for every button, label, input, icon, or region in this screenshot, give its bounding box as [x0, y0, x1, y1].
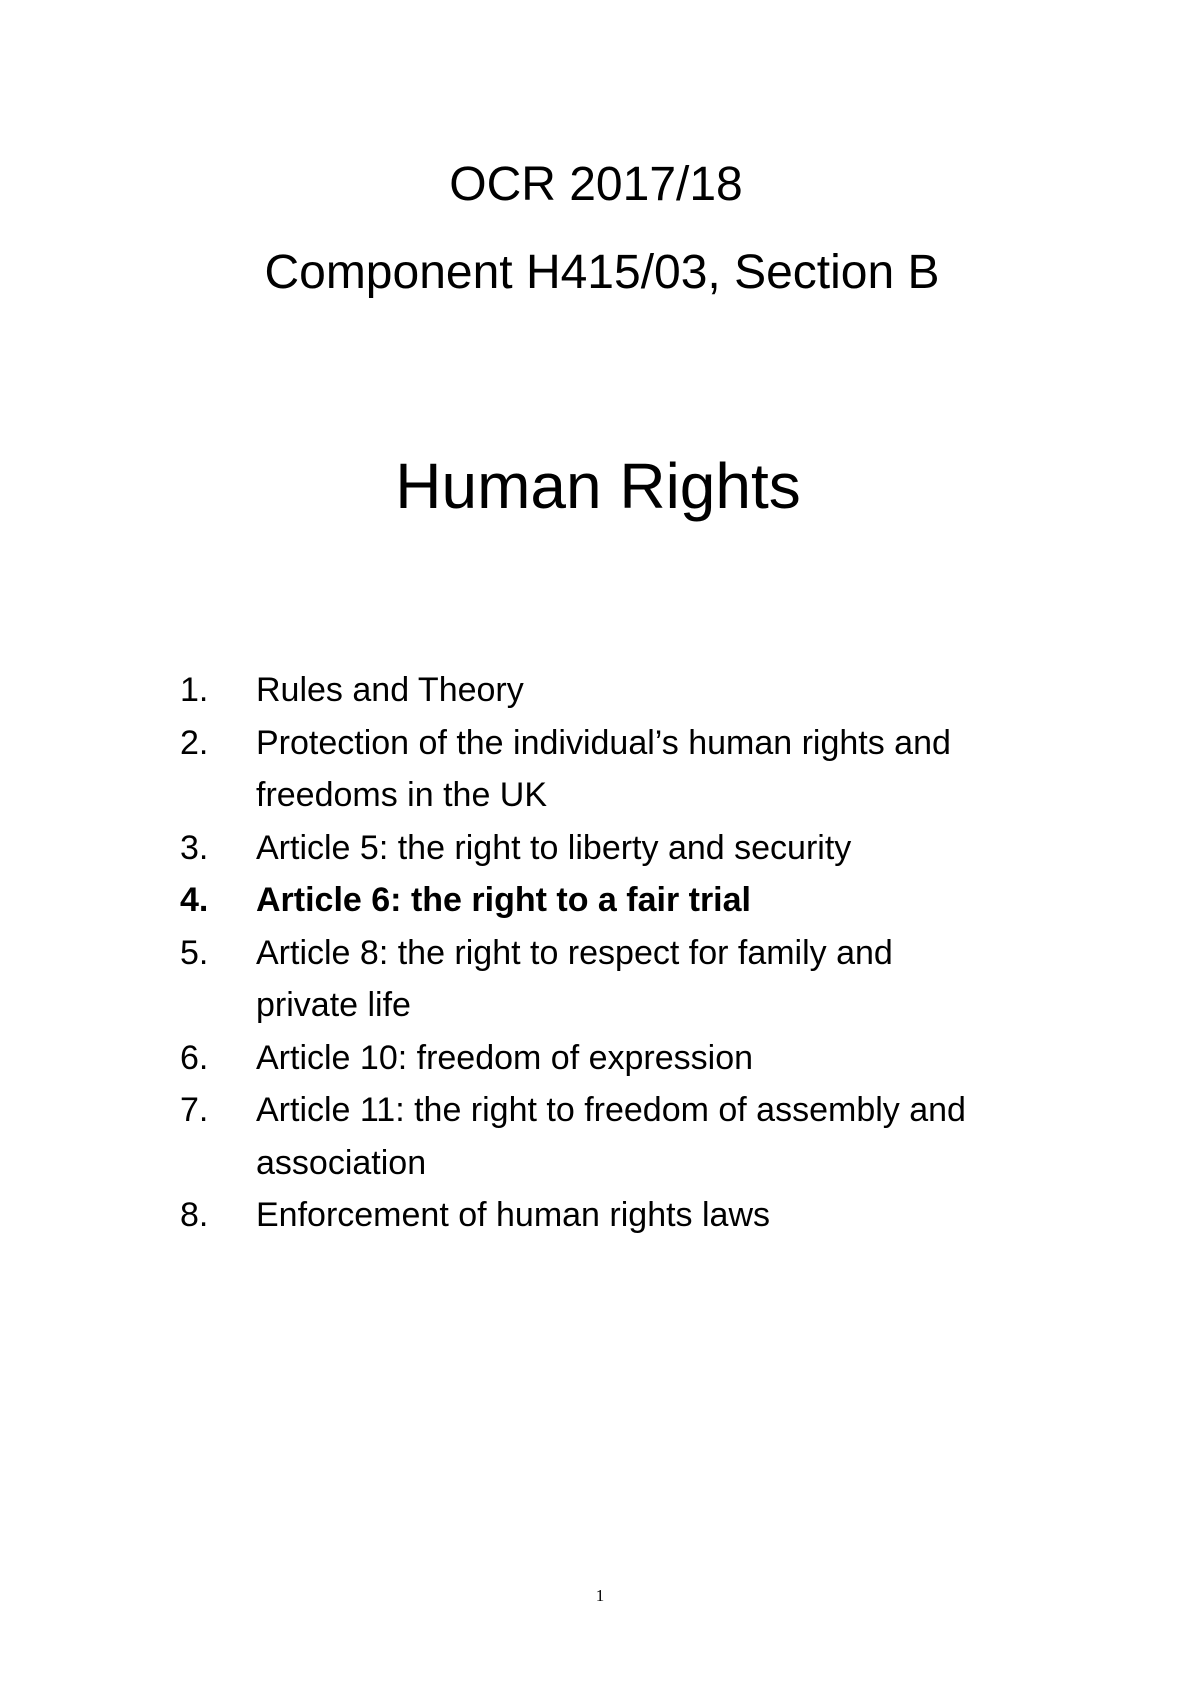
contents-item-number: 3.: [180, 828, 209, 867]
contents-item: [180, 1084, 1080, 1189]
contents-item-number: 5.: [180, 933, 209, 972]
contents-item-line: Rules and Theory: [256, 671, 524, 709]
contents-item-line: Article 6: the right to a fair trial: [256, 881, 751, 919]
contents-item-line: association: [256, 1143, 427, 1182]
contents-item-number: 4.: [180, 881, 209, 919]
contents-item-text: [256, 1189, 1080, 1242]
contents-item-line: Article 11: the right to freedom of assembly and: [256, 1091, 966, 1129]
contents-item-number: 6.: [180, 1038, 209, 1077]
contents-item-text: [256, 822, 1080, 875]
contents-item-text: [256, 717, 1080, 822]
contents-item-line: Article 5: the right to liberty and security: [256, 828, 852, 867]
contents-item: [180, 717, 1080, 822]
contents-item-line: Protection of the individual’s human rights and: [256, 723, 951, 762]
contents-item: [180, 927, 1080, 1032]
contents-item-number: 1.: [180, 671, 209, 709]
contents-item-line: Enforcement of human rights laws: [256, 1196, 771, 1234]
contents-item-line: Article 10: freedom of expression: [256, 1038, 754, 1077]
contents-item-text: [256, 1084, 1080, 1189]
contents-item-text: [256, 1032, 1080, 1085]
contents-item: [180, 1032, 1080, 1085]
contents-item-text: [256, 664, 1080, 717]
document-title: Human Rights: [395, 450, 801, 522]
contents-item-line: Article 8: the right to respect for family and: [256, 933, 893, 972]
contents-list: [180, 664, 1080, 1242]
contents-item-number: 2.: [180, 723, 209, 762]
contents-item-number: 8.: [180, 1196, 209, 1234]
contents-item: [180, 664, 1080, 717]
contents-item: [180, 822, 1080, 875]
contents-item-number: 7.: [180, 1091, 209, 1129]
contents-item-line: freedoms in the UK: [256, 776, 548, 814]
contents-item-text: [256, 874, 1080, 927]
component-section: Component H415/03, Section B: [264, 246, 940, 299]
contents-item: [180, 874, 1080, 927]
contents-item: [180, 1189, 1080, 1242]
page-number: 1: [595, 1586, 605, 1605]
exam-board-year: OCR 2017/18: [449, 158, 743, 211]
contents-item-text: [256, 927, 1080, 1032]
contents-item-line: private life: [256, 986, 411, 1024]
